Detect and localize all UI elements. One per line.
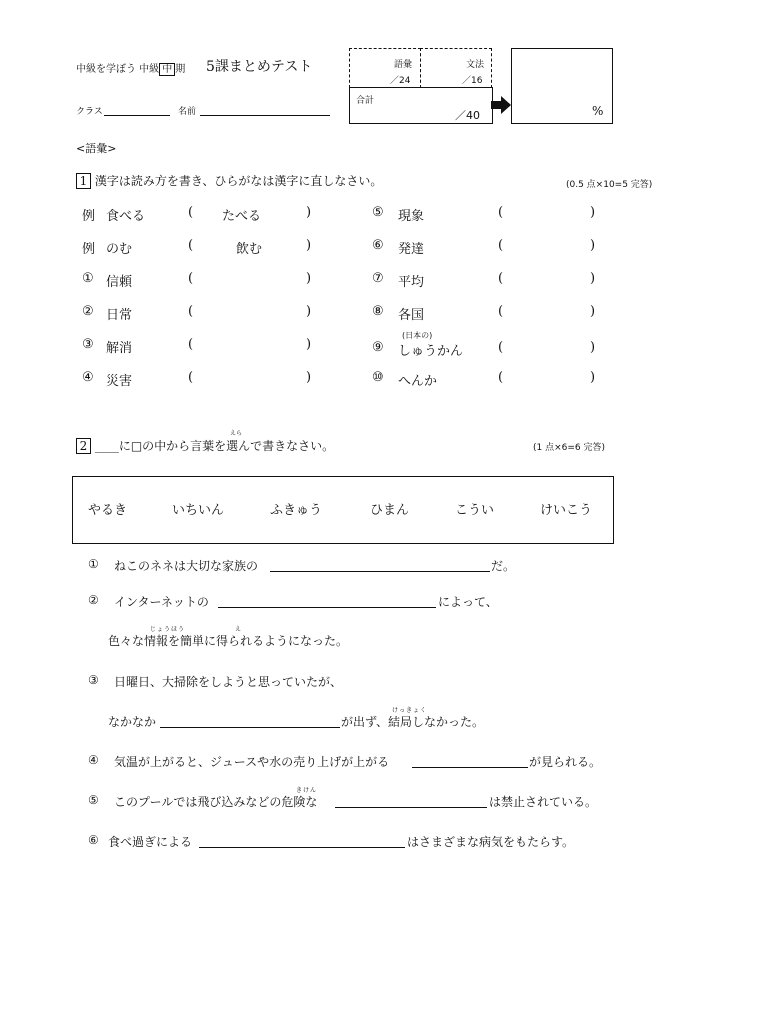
choice-word: けいこう: [540, 503, 593, 518]
q2-item-text: 食べ過ぎによる: [108, 835, 193, 849]
q1-left-answer: たべる: [222, 209, 262, 224]
header-series: [76, 60, 185, 75]
answer-blank-4[interactable]: [412, 767, 528, 768]
q1-right-word: へんか: [398, 374, 438, 389]
choice-word: ひまん: [370, 503, 410, 518]
q1-left-word: 食べる: [106, 209, 146, 224]
q2-item-text: 気温が上がると、ジュースや水の売り上げが上がる: [114, 755, 390, 769]
q1-right-no: ⑨: [372, 340, 384, 355]
q1-number: 1: [76, 173, 91, 189]
q2-item-text: によって、: [438, 595, 498, 609]
q1-left-no: 例: [82, 242, 96, 257]
section-heading-vocab: <語彙>: [76, 142, 117, 155]
q1-left-word: 日常: [106, 308, 133, 323]
q2-item-text: 日曜日、大掃除をしようと思っていたが、: [114, 675, 343, 689]
class-label: クラス: [76, 107, 103, 117]
q2-item-text: が出ず、結局しなかった。: [341, 715, 485, 729]
choice-word: やるき: [88, 503, 128, 518]
arrow-right-icon: [491, 96, 513, 114]
q1-left-no: ③: [82, 337, 94, 352]
q1-instruction: 漢字は読み方を書き、ひらがなは漢字に直しなさい。: [94, 174, 383, 188]
grammar-score-total: ／16: [462, 76, 483, 86]
q1-left-open: (: [188, 304, 194, 319]
q2-item-no: ⑤: [88, 793, 99, 807]
q1-right-open: (: [498, 370, 504, 385]
choice-word: こうい: [455, 503, 495, 518]
q1-left-open: (: [188, 205, 194, 220]
q1-right-no: ⑧: [372, 304, 384, 319]
q2-item-text: は禁止されている。: [489, 795, 598, 809]
q2-item-text: が見られる。: [529, 755, 602, 769]
q1-right-word: 平均: [398, 275, 425, 290]
q1-left-no: ②: [82, 304, 94, 319]
q2-points: (1 点×6=6 完答): [533, 443, 606, 453]
q1-left-open: (: [188, 271, 194, 286]
series-level-boxed: 中: [159, 63, 175, 76]
q1-right-no: ⑤: [372, 205, 384, 220]
q1-right-close: ): [590, 238, 596, 253]
q1-left-close: ): [306, 238, 312, 253]
answer-blank-6[interactable]: [199, 847, 405, 848]
q2-item-no: ②: [88, 593, 99, 607]
q1-right-word: しゅうかん: [398, 344, 464, 359]
q1-right-word: 発達: [398, 242, 425, 257]
q1-left-close: ): [306, 337, 312, 352]
q2-item-no: ④: [88, 753, 99, 767]
q2-item-text: だ。: [491, 559, 516, 573]
answer-blank-3[interactable]: [160, 727, 340, 728]
q2-item-text: なかなか: [108, 715, 157, 729]
q1-right-open: (: [498, 304, 504, 319]
q1-left-word: のむ: [106, 242, 133, 257]
class-field[interactable]: [104, 115, 170, 116]
page-title: 5課まとめテスト: [206, 59, 313, 75]
q1-left-open: (: [188, 370, 194, 385]
q2-instruction-line: [76, 437, 334, 454]
answer-blank-2[interactable]: [218, 607, 436, 608]
choice-word: ふきゅう: [270, 503, 323, 518]
q1-left-close: ): [306, 370, 312, 385]
q1-right-no: ⑦: [372, 271, 384, 286]
q2-blank-sample: ____: [94, 439, 119, 453]
q1-right-note: (日本の): [402, 331, 433, 340]
q2-instruction: に□の中から言葉を選んで書きなさい。: [118, 439, 335, 453]
furigana-kiken: きけん: [296, 787, 318, 794]
answer-blank-5[interactable]: [335, 807, 487, 808]
q1-right-no: ⑩: [372, 370, 384, 385]
q1-right-word: 各国: [398, 308, 425, 323]
q2-number: 2: [76, 438, 91, 454]
word-choice-box: [72, 476, 614, 544]
vocab-score-label: 語彙: [394, 60, 413, 70]
q1-left-close: ): [306, 205, 312, 220]
q1-right-word: 現象: [398, 209, 425, 224]
name-label: 名前: [178, 107, 197, 117]
q1-right-close: ): [590, 271, 596, 286]
q2-item-no: ①: [88, 557, 99, 571]
furigana-e: え: [235, 626, 243, 633]
percent-sign: %: [592, 104, 604, 118]
q1-left-word: 災害: [106, 374, 133, 389]
total-score-label: 合計: [356, 96, 375, 106]
q2-item-no: ③: [88, 673, 99, 687]
total-score-value: ／40: [455, 109, 480, 122]
q1-left-close: ): [306, 271, 312, 286]
q1-points: (0.5 点×10=5 完答): [566, 180, 653, 190]
q1-left-open: (: [188, 337, 194, 352]
q1-right-open: (: [498, 271, 504, 286]
q1-left-no: ①: [82, 271, 94, 286]
q1-right-open: (: [498, 340, 504, 355]
answer-blank-1[interactable]: [270, 571, 490, 572]
q1-right-close: ): [590, 304, 596, 319]
q1-right-close: ): [590, 340, 596, 355]
furigana-jouhou: じょうほう: [150, 626, 186, 633]
q1-left-answer: 飲む: [236, 242, 263, 257]
choice-word: いちいん: [172, 503, 225, 518]
q2-item-text: このプールでは飛び込みなどの危険な: [114, 795, 318, 809]
q1-left-close: ): [306, 304, 312, 319]
vocab-score-total: ／24: [390, 76, 411, 86]
q2-item-text: ねこのネネは大切な家族の: [114, 559, 259, 573]
name-field[interactable]: [200, 115, 330, 116]
q1-right-open: (: [498, 205, 504, 220]
q1-left-no: 例: [82, 209, 96, 224]
q2-furigana-erabu: えら: [230, 430, 243, 437]
q2-item-text: インターネットの: [114, 595, 209, 609]
q1-instruction-line: [76, 172, 382, 189]
q1-right-no: ⑥: [372, 238, 384, 253]
q1-right-open: (: [498, 238, 504, 253]
q2-item-text: はさまざまな病気をもたらす。: [407, 835, 575, 849]
series-label: 中級を学ぼう 中級: [76, 64, 160, 75]
q1-left-open: (: [188, 238, 194, 253]
q1-left-no: ④: [82, 370, 94, 385]
q1-left-word: 信頼: [106, 275, 133, 290]
q2-item-no: ⑥: [88, 833, 99, 847]
furigana-kekkyoku: けっきょく: [392, 707, 428, 714]
series-period: 期: [175, 64, 186, 75]
q1-right-close: ): [590, 370, 596, 385]
q1-left-word: 解消: [106, 341, 133, 356]
q1-right-close: ): [590, 205, 596, 220]
grammar-score-label: 文法: [466, 60, 485, 70]
q2-item-text: 色々な情報を簡単に得られるようになった。: [108, 634, 349, 648]
